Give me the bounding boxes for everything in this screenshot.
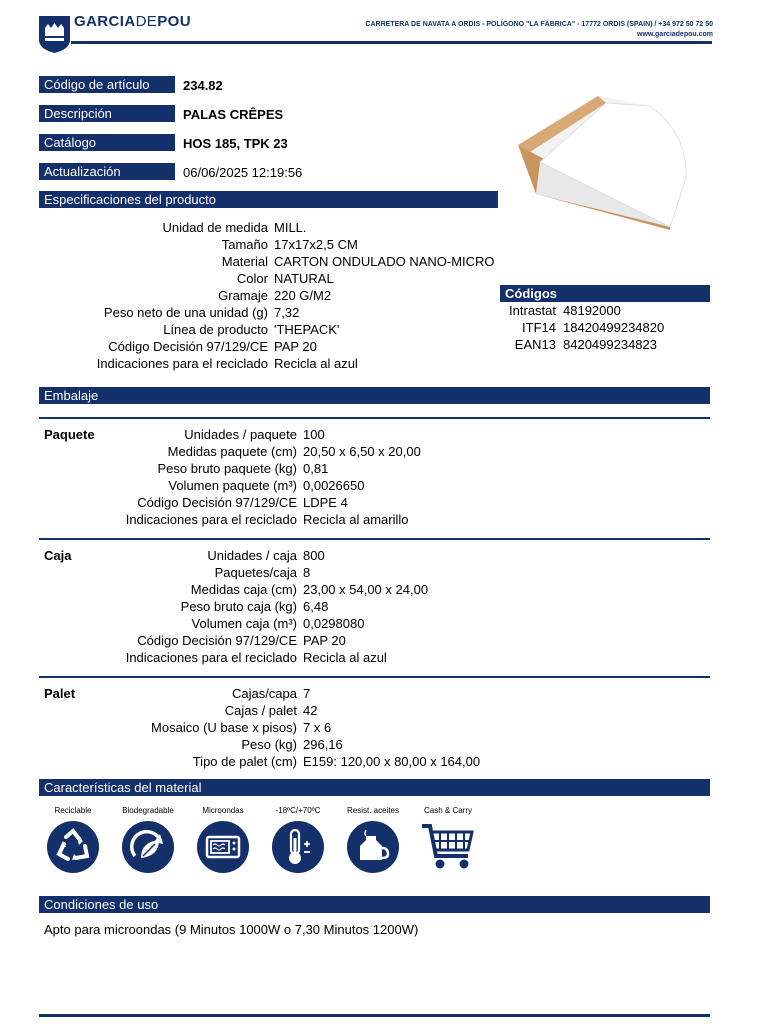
temperature-feature (263, 806, 333, 879)
update-label: Actualización (39, 163, 175, 180)
thermometer-icon (271, 820, 325, 874)
pallet-row: Peso (kg) 296,16 (241, 737, 343, 752)
conditions-section-title: Condiciones de uso (39, 896, 710, 913)
box-rule (39, 676, 710, 678)
spec-row: Peso neto de una unidad (g) 7,32 (103, 305, 300, 320)
box-row: Medidas caja (cm) 23,00 x 54,00 x 24,00 (190, 582, 429, 597)
pallet-row: Cajas / palet 42 (224, 703, 318, 718)
spec-row: Indicaciones para el reciclado Recicla al azul (96, 356, 358, 371)
oil-resistance-feature (338, 806, 408, 879)
conditions-text: Apto para microondas (9 Minutos 1000W o 7,30 Minutos 1200W) (44, 922, 419, 937)
box-row: Unidades / caja 800 (207, 548, 325, 563)
package-row: Peso bruto paquete (kg) 0,81 (157, 461, 329, 476)
catalog-label: Catálogo (39, 134, 175, 151)
package-row: Medidas paquete (cm) 20,50 x 6,50 x 20,00 (167, 444, 421, 459)
code-row: ITF14 18420499234820 (522, 320, 665, 335)
brand-name: GARCIADEPOU (74, 13, 191, 30)
spec-row: Gramaje 220 G/M2 (218, 288, 332, 303)
address-line: CARRETERA DE NAVATA A ORDIS - POLÍGONO "LA FÁBRICA" - 17772 ORDIS (SPAIN) / +34 972 50 72 50 (365, 21, 713, 28)
box-row: Peso bruto caja (kg) 6,48 (180, 599, 329, 614)
biodegradable-caption: Biodegradable (122, 806, 174, 815)
website-link[interactable]: www.garciadepou.com (637, 31, 713, 38)
description-value: PALAS CRÊPES (183, 107, 284, 122)
spec-section-title: Especificaciones del producto (39, 191, 498, 208)
pallet-group-label: Palet (44, 686, 76, 701)
cash-carry-caption: Cash & Carry (423, 806, 472, 815)
spec-row: Línea de producto 'THEPACK' (163, 322, 340, 337)
package-row: Código Decisión 97/129/CE LDPE 4 (137, 495, 348, 510)
code-row: EAN13 8420499234823 (514, 337, 657, 352)
brand-shield-logo (39, 16, 70, 53)
microwave-icon (196, 820, 250, 874)
pallet-row: Cajas/capa 7 (231, 686, 311, 701)
leaf-icon (121, 820, 175, 874)
code-row: Intrastat 48192000 (509, 303, 621, 318)
article-code-label: Código de artículo (39, 76, 175, 93)
cash-carry-feature (413, 806, 483, 879)
spec-row: Material CARTON ONDULADO NANO-MICRO (221, 254, 495, 269)
product-image (510, 70, 710, 245)
oil-resistance-caption: Resist. aceites (346, 806, 400, 815)
description-label: Descripción (39, 105, 175, 122)
codes-section-title: Códigos (500, 285, 710, 302)
cart-icon (418, 820, 478, 874)
temperature-caption: -18ºC/+70ºC (275, 806, 321, 815)
package-row: Indicaciones para el reciclado Recicla al amarillo (125, 512, 409, 527)
spec-list (0, 219, 500, 379)
box-row: Paquetes/caja 8 (214, 565, 311, 580)
recyclable-feature (38, 806, 108, 879)
header-rule (71, 41, 712, 44)
spec-row: Tamaño 17x17x2,5 CM (221, 237, 358, 252)
article-code-value: 234.82 (183, 78, 223, 93)
pallet-row: Tipo de palet (cm) E159: 120,00 x 80,00 x 164,00 (192, 754, 481, 769)
pallet-list (0, 685, 710, 772)
material-section-title: Características del material (39, 779, 710, 796)
footer-rule (39, 1014, 710, 1017)
package-group-label: Paquete (44, 427, 95, 442)
box-row: Volumen caja (m³) 0,0298080 (191, 616, 365, 631)
microwave-caption: Microondas (202, 806, 244, 815)
recycle-icon (46, 820, 100, 874)
packaging-section-title: Embalaje (39, 387, 710, 404)
package-list (0, 426, 710, 530)
update-value: 06/06/2025 12:19:56 (183, 165, 303, 180)
box-list (0, 547, 710, 668)
box-group-label: Caja (44, 548, 72, 563)
microwave-feature (188, 806, 258, 879)
catalog-value: HOS 185, TPK 23 (183, 136, 288, 151)
package-row: Volumen paquete (m³) 0,0026650 (168, 478, 365, 493)
packaging-rule (39, 417, 710, 419)
spec-row: Color NATURAL (236, 271, 334, 286)
oil-jug-icon (346, 820, 400, 874)
recyclable-caption: Reciclable (54, 806, 92, 815)
package-rule (39, 538, 710, 540)
spec-row: Unidad de medida MILL. (162, 220, 307, 235)
box-row: Indicaciones para el reciclado Recicla al azul (125, 650, 387, 665)
company-address (365, 20, 713, 40)
codes-list (500, 302, 710, 354)
biodegradable-feature (113, 806, 183, 879)
pallet-row: Mosaico (U base x pisos) 7 x 6 (151, 720, 332, 735)
box-row: Código Decisión 97/129/CE PAP 20 (137, 633, 346, 648)
spec-row: Código Decisión 97/129/CE PAP 20 (108, 339, 317, 354)
package-row: Unidades / paquete 100 (184, 427, 325, 442)
